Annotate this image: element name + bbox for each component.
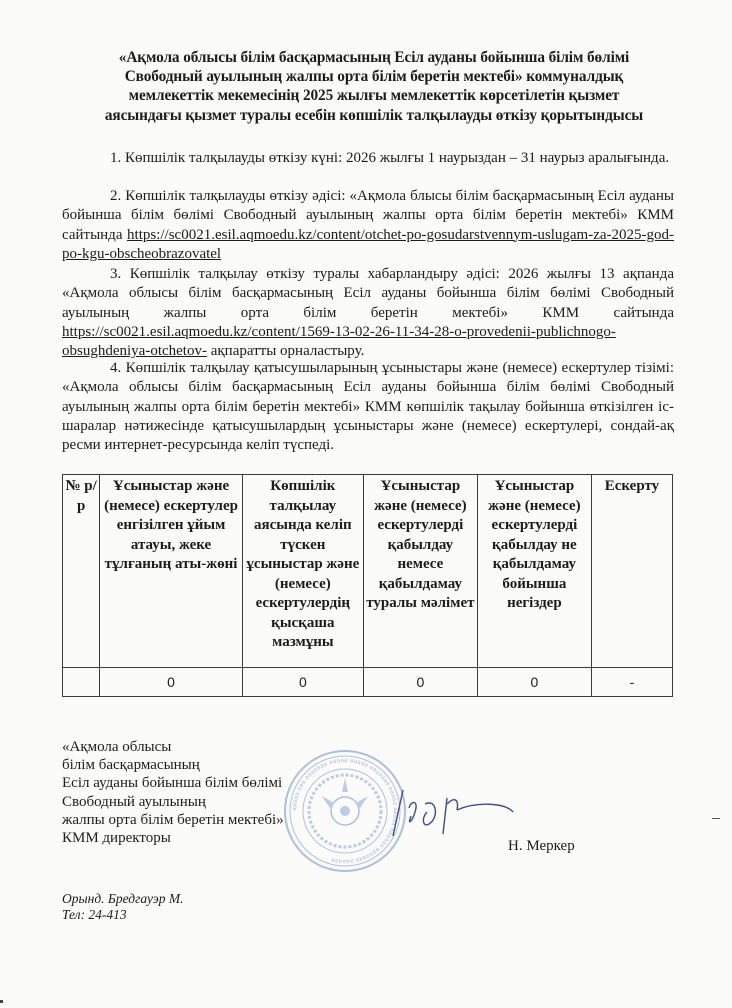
org-line: Свободный ауылының <box>62 793 206 810</box>
header-acceptance-grounds: Ұсыныстар және (немесе) ескертулерді қабылдау не қабылдамау бойынша негіздер <box>477 475 591 668</box>
cell-acceptance-info: 0 <box>363 668 477 697</box>
scan-mark <box>0 1000 3 1003</box>
header-summary: Көпшілік талқылау аясында келіп түскен ұсыныстар және (немесе) ескертулердің қысқаша мазмұны <box>242 475 363 668</box>
director-organization-block <box>62 738 284 847</box>
cell-note: - <box>591 668 672 697</box>
announcement-link[interactable]: https://sc0021.esil.aqmoedu.kz/content/1569-13-02-26-11-34-28-o-provedenii-publichnogo-obsughdeniya-otchetov- <box>62 323 616 360</box>
report-link[interactable]: https://sc0021.esil.aqmoedu.kz/content/otchet-po-gosudarstvennym-uslugam-za-2025-god-po-kgu-obscheobrazovatel <box>62 226 674 262</box>
proposals-table <box>62 474 673 697</box>
cell-number <box>63 668 100 697</box>
title-line: мемлекеттік мекемесінің 2025 жылғы мемлекеттік көрсетілетін қызмет <box>128 87 620 105</box>
director-name: Н. Меркер <box>508 838 575 854</box>
paragraph-text: 1. Көпшілік талқылауды өткізу күні: 2026 жылғы 1 наурыздан – 31 наурыз аралығында. <box>110 150 670 166</box>
paragraph-proposals-list <box>62 359 674 455</box>
paragraph-text: 2. Көпшілік талқылауды өткізу әдісі: «Ақмола блысы білім басқармасының Есіл ауданы бойынша білім бөлімі Свободный ауылының жалпы орта білім беретін мектебі» КММ сайтында <box>62 188 674 243</box>
cell-organization: 0 <box>100 668 243 697</box>
document-title <box>62 48 686 125</box>
scan-mark <box>712 818 720 819</box>
executor-info <box>62 891 183 923</box>
paragraph-discussion-method <box>62 187 674 264</box>
paragraph-text: 4. Көпшілік талқылау қатысушыларының ұсыныстары және (немесе) ескертулер тізімі: «Ақмола облысы білім басқармасының Есіл ауданы бойынша білім бөлімі Свободный ауылының жалпы орта білім беретін мектебі» КММ көпшілік тақылау бойынша өткізілген іс-шаралар нәтижесінде қатысушылардың ұсыныстары және (немесе) ескертулері, сондай-ақ ресми интернет-ресурсында келіп түспеді. <box>62 360 674 454</box>
org-line: «Ақмола облысы <box>62 739 172 755</box>
title-line: Свободный ауылының жалпы орта білім беретін мектебі» коммуналдық <box>124 68 624 86</box>
cell-acceptance-grounds: 0 <box>477 668 591 697</box>
paragraph-text: ақпаратты орналастыру. <box>206 343 365 360</box>
svg-text:ааааа ааа ааааааа ааааа ааааа: ааааа ааа ааааааа ааааа ааааа ааааааа ааааа ааааа аааааа ааааааа аааааа <box>290 756 400 866</box>
executor-phone: Тел: 24-413 <box>62 907 127 922</box>
org-line: білім басқармасының <box>62 757 200 774</box>
paragraph-discussion-date <box>62 149 674 168</box>
paragraph-text: 3. Көпшілік талқылау өткізу туралы хабарландыру әдісі: 2026 жылғы 13 ақпанда «Ақмола облысы білім басқармасының Есіл ауданы бойынша білім бөлімі Свободный ауылының жалпы орта білім беретін мектебі» КММ сайтында <box>62 266 674 321</box>
executor-name: Орынд. Бредгауэр М. <box>62 891 184 906</box>
header-note: Ескерту <box>591 475 672 668</box>
paragraph-announcement-method <box>62 265 674 361</box>
header-acceptance-info: Ұсыныстар және (немесе) ескертулерді қабылдау немесе қабылдамау туралы мәлімет <box>363 475 477 668</box>
cell-summary: 0 <box>242 668 363 697</box>
org-line: Есіл ауданы бойынша білім бөлімі <box>62 775 283 792</box>
table-row <box>63 668 673 697</box>
org-line: КММ директоры <box>62 830 171 847</box>
table-header-row <box>63 475 673 668</box>
title-line: «Ақмола облысы білім басқармасының Есіл ауданы бойынша білім бөлімі <box>118 49 630 66</box>
header-organization: Ұсыныстар және (немесе) ескертулер енгізілген ұйым атауы, жеке тұлғаның аты-жөні <box>100 475 243 668</box>
org-line: жалпы орта білім беретін мектебі» <box>62 811 284 828</box>
header-number: № р/р <box>63 475 100 668</box>
title-line: аясындағы қызмет туралы есебін көпшілік талқылауды өткізу қорытындысы <box>104 106 644 124</box>
